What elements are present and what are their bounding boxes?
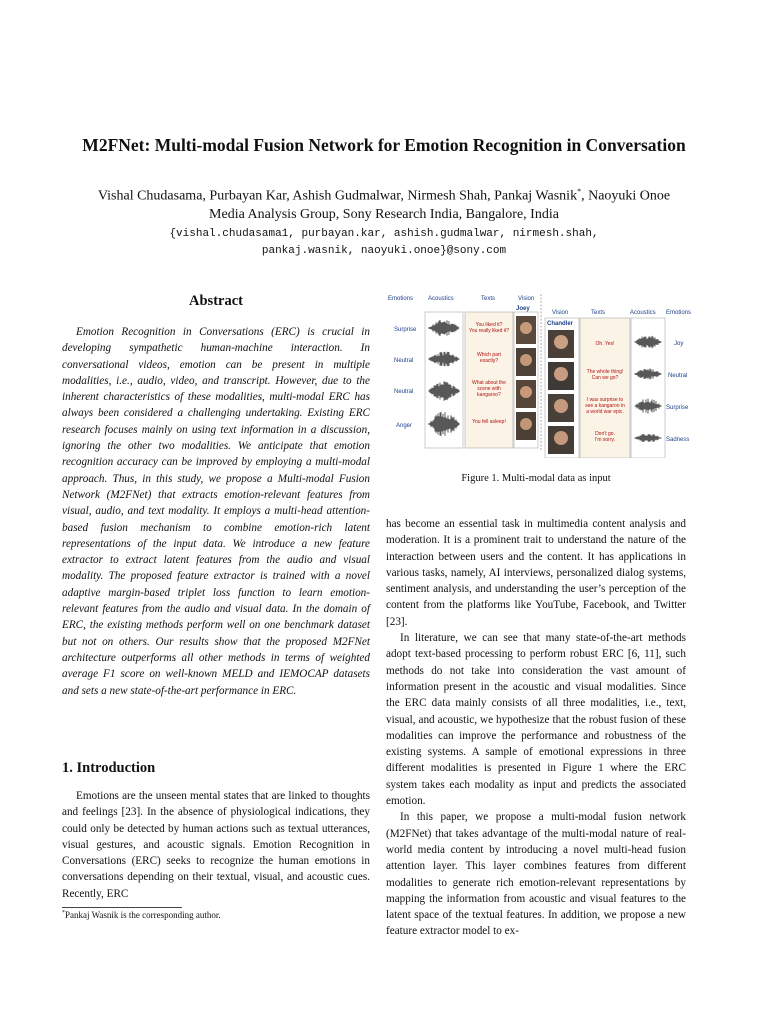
introduction-heading: 1. Introduction bbox=[62, 760, 156, 776]
abstract-text: Emotion Recognition in Conversations (ERC) is crucial in developing sympathetic human-machine interaction. In conversational videos, emotion can be present in multiple modalities, i.e., audio, video, and transcript. However, due to the inherent characteristics of these modalities, multi-modal ERC has always been considered a challenging undertaking. Existing ERC research focuses mainly on using text information in a discussion, ignoring the other two modalities. We anticipate that emotion recognition accuracy can be improved by employing a multi-modal approach. Thus, in this study, we propose a Multi-modal Fusion Network (M2FNet) that extracts emotion-relevant features from visual, audio, and text modality. It employs a multi-head attention-based fusion mechanism to combine emotion-rich latent representations of the input data. We introduce a new feature extractor to extract latent features from the audio and visual modality. The proposed feature extractor is trained with a novel adaptive margin-based triplet loss function to learn emotion-relevant features from the audio and visual data. In the domain of ERC, the existing methods perform well on one benchmark dataset but not on others. Our results show that the proposed M2FNet architecture outperforms all other methods in terms of weighted average F1 score on well-known MELD and IEMOCAP datasets and sets a new state-of-the-art performance in ERC. bbox=[62, 326, 370, 697]
email-line-1: {vishal.chudasama1, purbayan.kar, ashish.gudmalwar, nirmesh.shah, bbox=[169, 228, 599, 240]
introduction-body-right bbox=[386, 516, 686, 940]
abstract-body bbox=[62, 324, 370, 699]
waveform bbox=[634, 336, 661, 348]
author-list bbox=[0, 183, 768, 206]
left-emotion: Neutral bbox=[394, 389, 414, 395]
author-names-tail: , Naoyuki Onoe bbox=[581, 188, 671, 204]
left-header-texts: Texts bbox=[481, 296, 496, 302]
left-emotion-labels bbox=[394, 327, 417, 429]
face-image bbox=[520, 418, 532, 430]
left-utterance-line: scene with bbox=[477, 386, 501, 392]
left-header-emotions: Emotions bbox=[388, 296, 414, 302]
email-block bbox=[0, 226, 768, 260]
author-block bbox=[0, 183, 768, 224]
right-waveforms bbox=[634, 336, 661, 442]
face-image bbox=[520, 354, 532, 366]
left-utterance-line: Which part bbox=[477, 352, 501, 358]
footnote-text: Pankaj Wasnik is the corresponding author. bbox=[65, 910, 221, 920]
waveform bbox=[428, 320, 459, 336]
left-utterance-line: You liked it? bbox=[475, 322, 503, 328]
right-emotion: Sadness bbox=[666, 437, 690, 443]
footnote bbox=[62, 910, 370, 920]
right-utterance-line: see a kangaroo in bbox=[585, 403, 625, 409]
footnote-rule bbox=[62, 907, 182, 908]
right-emotion: Neutral bbox=[668, 373, 688, 379]
paper-title: M2FNet: Multi-modal Fusion Network for Emotion Recognition in Conversation bbox=[82, 135, 686, 155]
right-header-vision: Vision bbox=[552, 310, 569, 316]
waveform bbox=[428, 352, 459, 367]
waveform bbox=[634, 434, 661, 442]
right-utterance-line: Can we go? bbox=[591, 375, 619, 381]
left-face-frames bbox=[516, 316, 536, 440]
speaker-chandler: Chandler bbox=[547, 321, 574, 327]
figure-caption: Figure 1. Multi-modal data as input bbox=[461, 473, 611, 484]
face-image bbox=[554, 399, 568, 413]
face-image bbox=[554, 335, 568, 349]
introduction-body-left bbox=[62, 788, 370, 902]
left-utterance-line: What about the bbox=[472, 380, 506, 386]
intro-paragraph-1: Emotions are the unseen mental states that are linked to thoughts and feelings [23]. In the absence of physiological indications, they could only be detected by human actions such as textual utterances, visual gestures, and acoustic signals. Emotion Recognition in Conversations (ERC) seeks to recognize the human emotions in conversations depending on their textual, visual, and acoustic cues. Recently, ERC bbox=[62, 790, 370, 900]
waveform bbox=[428, 412, 459, 436]
waveform bbox=[428, 381, 459, 401]
right-utterance-line: I was surprise to bbox=[586, 397, 624, 403]
left-waveforms bbox=[428, 320, 459, 436]
right-emotion: Joy bbox=[674, 341, 684, 347]
right-utterance-line: The whole thing! bbox=[586, 369, 624, 375]
right-face-frames bbox=[548, 330, 574, 454]
left-utterance-line: You really liked it? bbox=[468, 328, 510, 334]
intro-paragraph-4: In this paper, we propose a multi-modal fusion network (M2FNet) that takes advantage of the multi-modal nature of real-world media content by introducing a novel multi-head fusion attention layer. This layer combines features from different modalities to generate rich emotion-relevant representations by mapping the information from acoustic and visual features to the latent space of the textual features. In addition, we propose a new feature extractor model to ex- bbox=[386, 811, 686, 938]
author-names: Vishal Chudasama, Purbayan Kar, Ashish Gudmalwar, Nirmesh Shah, Pankaj Wasnik bbox=[97, 188, 578, 204]
right-utterance-line: I'm sorry. bbox=[594, 437, 616, 443]
email-line-2: pankaj.wasnik, naoyuki.onoe}@sony.com bbox=[261, 245, 507, 257]
left-emotion: Neutral bbox=[394, 358, 414, 364]
right-emotion-labels bbox=[666, 341, 689, 443]
left-emotion: Surprise bbox=[394, 327, 417, 333]
affiliation: Media Analysis Group, Sony Research India, Bangalore, India bbox=[209, 206, 559, 222]
left-header-vision: Vision bbox=[518, 296, 535, 302]
right-utterance-line: Don't go. bbox=[595, 431, 615, 437]
intro-paragraph-2: has become an essential task in multimedia content analysis and moderation. It is a prominent trait to understand the nature of the interaction between users and the content. It has applications in various tasks, namely, AI interviews, personalized dialog systems, sentiment analysis, and understanding the user’s perception of the content from the platforms like YouTube, Facebook, and Twitter [23]. bbox=[386, 518, 686, 628]
right-utterance-line: Oh. Yes! bbox=[595, 341, 615, 347]
face-image bbox=[520, 322, 532, 334]
left-header-acoustics: Acoustics bbox=[428, 296, 454, 302]
left-utterance-line: kangaroo? bbox=[477, 392, 501, 398]
left-emotion: Anger bbox=[396, 423, 413, 429]
face-image bbox=[554, 431, 568, 445]
intro-paragraph-3: In literature, we can see that many state-of-the-art methods adopt text-based processing to perform robust ERC [6, 11], such methods do not take into consideration the vast amount of information present in the acoustic and visual modalities. Since the ERC data mainly consists of all three modalities, i.e., text, visual, and acoustic, we hypothesize that the robust fusion of these modalities can improve the performance and robustness of the existing systems. A sample of emotional expressions in three different modalities is presented in Figure 1 where the ERC system takes each modality as input and predicts the associated emotion. bbox=[386, 632, 686, 808]
face-image bbox=[520, 386, 532, 398]
face-image bbox=[554, 367, 568, 381]
figure-1 bbox=[388, 292, 696, 458]
left-utterance-line: You fell asleep! bbox=[472, 419, 506, 425]
waveform bbox=[634, 399, 661, 414]
left-utterance-line: exactly? bbox=[479, 358, 499, 364]
right-header-texts: Texts bbox=[591, 310, 606, 316]
speaker-joey: Joey bbox=[516, 306, 530, 312]
right-header-acoustics: Acoustics bbox=[630, 310, 656, 316]
waveform bbox=[634, 368, 661, 379]
abstract-heading: Abstract bbox=[189, 293, 243, 309]
author-footnote-mark: * bbox=[577, 187, 582, 196]
right-header-emotions: Emotions bbox=[666, 310, 692, 316]
right-utterance-line: a world war epic. bbox=[586, 409, 624, 415]
right-emotion: Surprise bbox=[666, 405, 689, 411]
footnote-mark: * bbox=[62, 910, 65, 916]
